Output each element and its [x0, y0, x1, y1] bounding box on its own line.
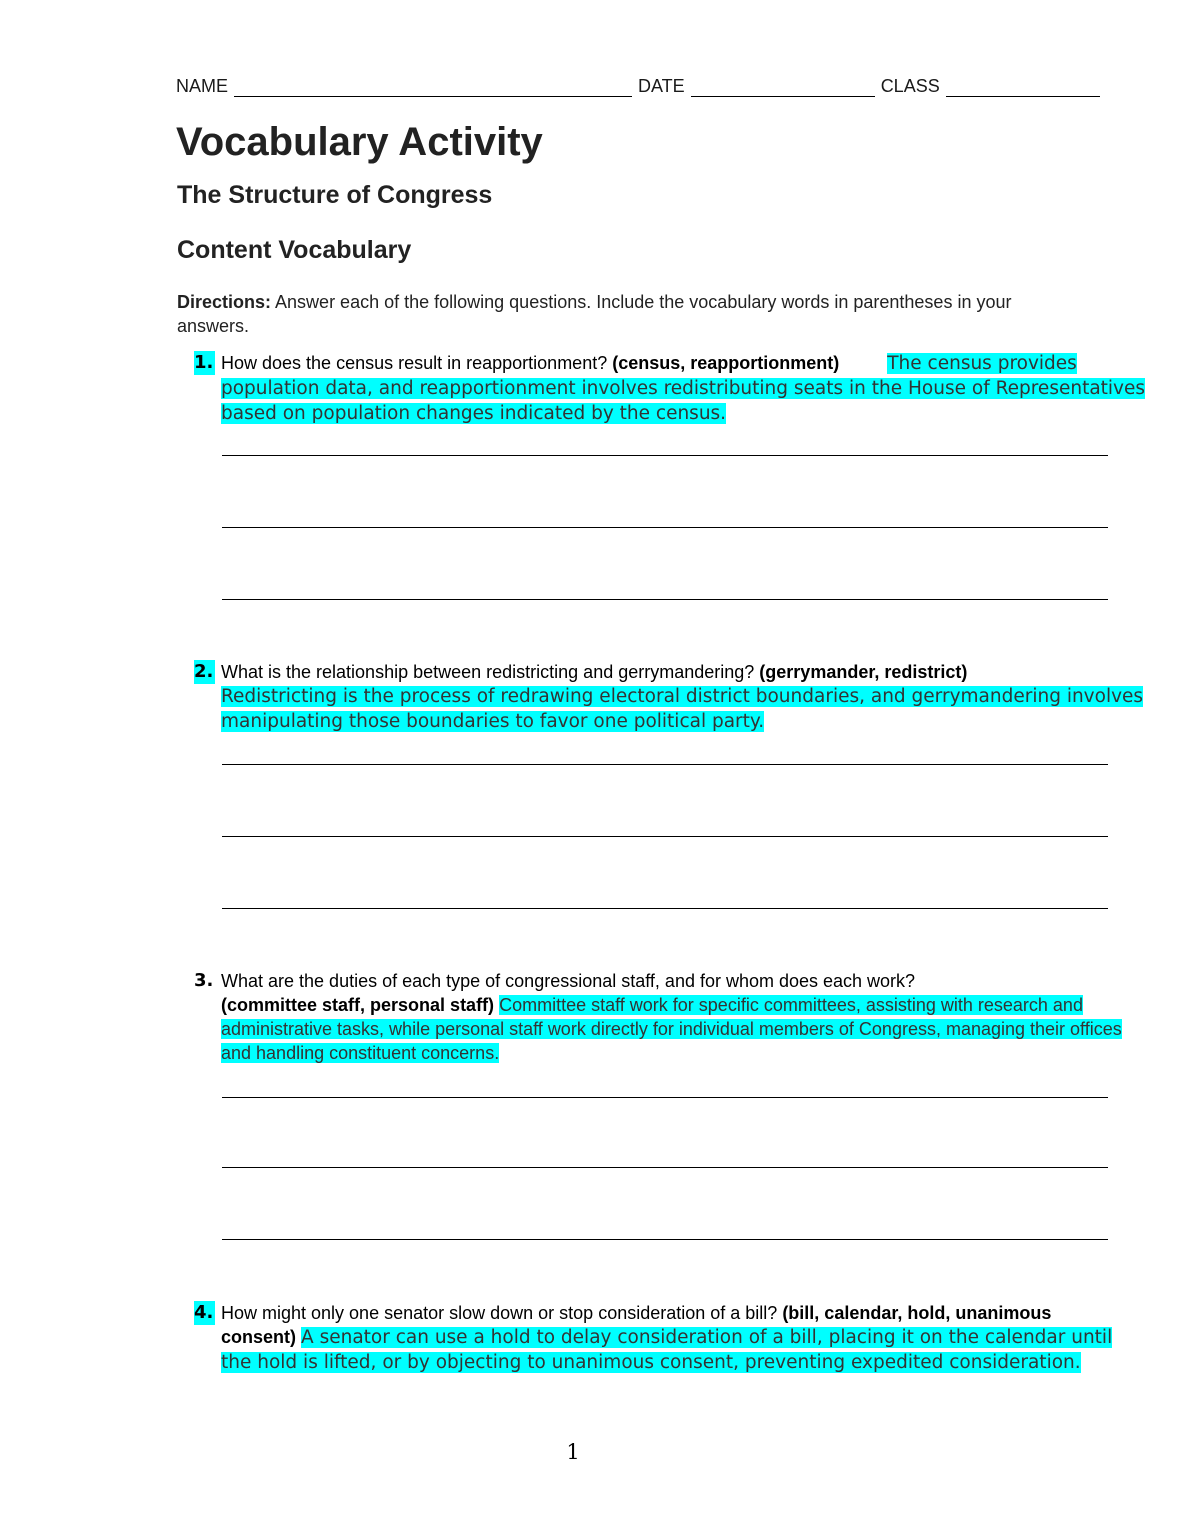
question-number: 4.	[194, 1302, 214, 1323]
directions-text: Answer each of the following questions. Include the vocabulary words in parentheses in your answers.	[177, 292, 1012, 336]
question-text: How does the census result in reapportionment?	[221, 353, 613, 373]
question-1	[194, 351, 1154, 426]
answer-line[interactable]	[222, 455, 1108, 456]
answer-line[interactable]	[222, 836, 1108, 837]
question-text: What is the relationship between redistricting and gerrymandering?	[221, 662, 760, 682]
answer-line[interactable]	[222, 1097, 1108, 1098]
question-keywords: (committee staff, personal staff)	[221, 995, 495, 1015]
answer-text[interactable]: Redistricting is the process of redrawing electoral district boundaries, and gerrymandering involves manipulating those boundaries to favor one political party.	[221, 686, 1144, 732]
question-number: 2.	[194, 661, 214, 682]
answer-text[interactable]: The census provides population data, and reapportionment involves redistributing seats in the House of Representatives based on population changes indicated by the census.	[221, 353, 1146, 424]
answer-line[interactable]	[222, 1167, 1108, 1168]
answer-line[interactable]	[222, 1239, 1108, 1240]
question-4	[194, 1301, 1114, 1375]
answer-line[interactable]	[222, 599, 1108, 600]
page-number: 1	[566, 1440, 580, 1464]
name-field[interactable]	[234, 76, 632, 97]
question-number: 3.	[194, 970, 214, 991]
date-field[interactable]	[691, 76, 875, 97]
date-label: DATE	[638, 76, 685, 96]
answer-text[interactable]: Committee staff work for specific committees, assisting with research and administrative tasks, while personal staff work directly for individual members of Congress, managing their offices and handling constituent concerns.	[221, 995, 1122, 1063]
page-subtitle: The Structure of Congress	[177, 181, 493, 209]
class-field[interactable]	[946, 76, 1100, 97]
student-info-header	[176, 76, 1108, 97]
class-label: CLASS	[880, 76, 940, 96]
answer-line[interactable]	[222, 764, 1108, 765]
name-label: NAME	[176, 76, 229, 96]
question-keywords: (bill, calendar, hold, unanimous consent)	[221, 1303, 1052, 1347]
question-keywords: (census, reapportionment)	[612, 353, 840, 373]
page-title: Vocabulary Activity	[176, 120, 543, 164]
section-heading: Content Vocabulary	[177, 236, 412, 264]
question-3	[194, 969, 1154, 1065]
question-number: 1.	[194, 352, 214, 373]
question-text: What are the duties of each type of congressional staff, and for whom does each work?	[221, 971, 916, 991]
answer-line[interactable]	[222, 527, 1108, 528]
answer-line[interactable]	[222, 908, 1108, 909]
question-2	[194, 660, 1154, 734]
directions-label: Directions:	[177, 292, 272, 312]
directions	[177, 290, 1077, 338]
question-text: How might only one senator slow down or stop consideration of a bill?	[221, 1303, 783, 1323]
question-keywords: (gerrymander, redistrict)	[759, 662, 968, 682]
answer-text[interactable]: A senator can use a hold to delay consideration of a bill, placing it on the calendar until the hold is lifted, or by objecting to unanimous consent, preventing expedited consideration.	[221, 1327, 1113, 1373]
